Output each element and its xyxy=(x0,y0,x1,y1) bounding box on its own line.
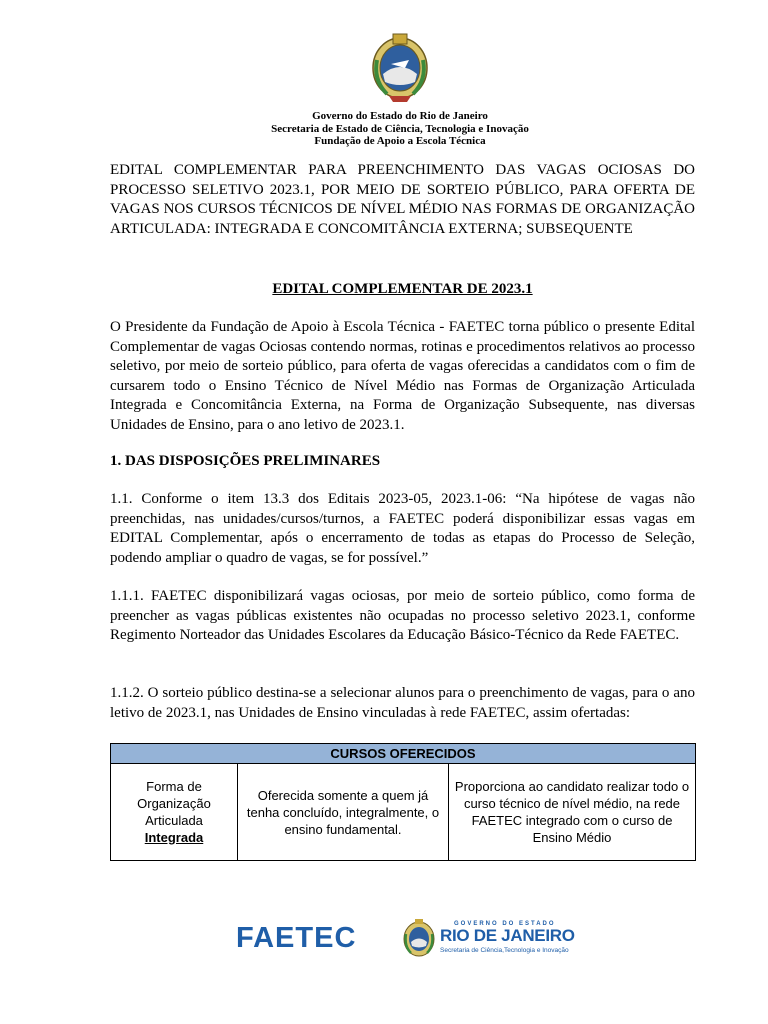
table-cell-requirement: Oferecida somente a quem já tenha concluído, integralmente, o ensino fundamental. xyxy=(238,764,449,861)
table-cell-form xyxy=(111,764,238,861)
courses-table xyxy=(110,743,696,861)
form-line-1: Forma de xyxy=(146,779,202,794)
table-heading: CURSOS OFERECIDOS xyxy=(111,744,696,764)
document-subtitle: EDITAL COMPLEMENTAR DE 2023.1 xyxy=(272,281,533,297)
form-line-2: Organização xyxy=(137,796,211,811)
intro-paragraph: O Presidente da Fundação de Apoio à Escola Técnica - FAETEC torna público o presente Edital Complementar de vagas Ociosas contendo normas, rotinas e procedimentos relativos ao processo seletivo, por meio de sorteio público, para oferta de vagas oferecidas a candidatos com o fim de cursarem todo o Ensino Técnico de Nível Médio nas Formas de Organização Articulada Integrada e Concomitância Externa, na Forma de Organização Subsequente, nas diversas Unidades de Ensino, para o ano letivo de 2023.1. xyxy=(110,319,695,433)
table-row xyxy=(111,764,696,861)
section-heading-preliminary: 1. DAS DISPOSIÇÕES PRELIMINARES xyxy=(110,453,381,469)
form-line-3: Articulada xyxy=(145,813,203,828)
header-line-secretariat: Secretaria de Estado de Ciência, Tecnologia e Inovação xyxy=(271,122,529,135)
header-line-foundation: Fundação de Apoio a Escola Técnica xyxy=(314,135,486,147)
table-cell-description: Proporciona ao candidato realizar todo o curso técnico de nível médio, na rede FAETEC integrado com o curso de Ensino Médio xyxy=(449,764,696,861)
form-emphasis: Integrada xyxy=(144,830,204,845)
coat-of-arms-icon xyxy=(369,30,431,104)
paragraph-item-1-1-1: 1.1.1. FAETEC disponibilizará vagas ociosas, por meio de sorteio público, como forma de preencher as vagas públicas existentes não ocupadas no processo seletivo 2023.1, conforme Regimento Norteador das Unidades Escolares da Educação Básico-Técnico da Rede FAETEC. xyxy=(110,588,695,643)
rj-logo-line2: RIO DE JANEIRO xyxy=(440,926,575,945)
paragraph-item-1-1-2: 1.1.2. O sorteio público destina-se a selecionar alunos para o preenchimento de vagas, para o ano letivo de 2023.1, nas Unidades de Ensino vinculadas à rede FAETEC, assim ofertadas: xyxy=(110,685,695,721)
faetec-logo: FAETEC xyxy=(236,922,357,954)
header-line-state: Governo do Estado do Rio de Janeiro xyxy=(312,110,488,122)
rj-crest-icon xyxy=(402,918,436,958)
document-title: EDITAL COMPLEMENTAR PARA PREENCHIMENTO DAS VAGAS OCIOSAS DO PROCESSO SELETIVO 2023.1, POR MEIO DE SORTEIO PÚBLICO, PARA OFERTA DE VAGAS NOS CURSOS TÉCNICOS DE NÍVEL MÉDIO NAS FORMAS DE ORGANIZAÇÃO ARTICULADA: INTEGRADA E CONCOMITÂNCIA EXTERNA; SUBSEQUENTE xyxy=(110,162,695,237)
rj-logo-line3: Secretaria de Ciência,Tecnologia e Inovação xyxy=(440,947,569,954)
government-header xyxy=(0,110,768,148)
paragraph-item-1-1: 1.1. Conforme o item 13.3 dos Editais 2023-05, 2023.1-06: “Na hipótese de vagas não preenchidas, nas unidades/cursos/turnos, a FAETEC poderá disponibilizar essas vagas em EDITAL Complementar, após o encerramento de todas as etapas do Processo de Seleção, podendo ampliar o quadro de vagas, se for possível.” xyxy=(110,491,695,566)
rio-de-janeiro-logo xyxy=(402,918,582,958)
rj-logo-line1: GOVERNO DO ESTADO xyxy=(454,921,556,927)
table-header-row xyxy=(111,744,696,764)
